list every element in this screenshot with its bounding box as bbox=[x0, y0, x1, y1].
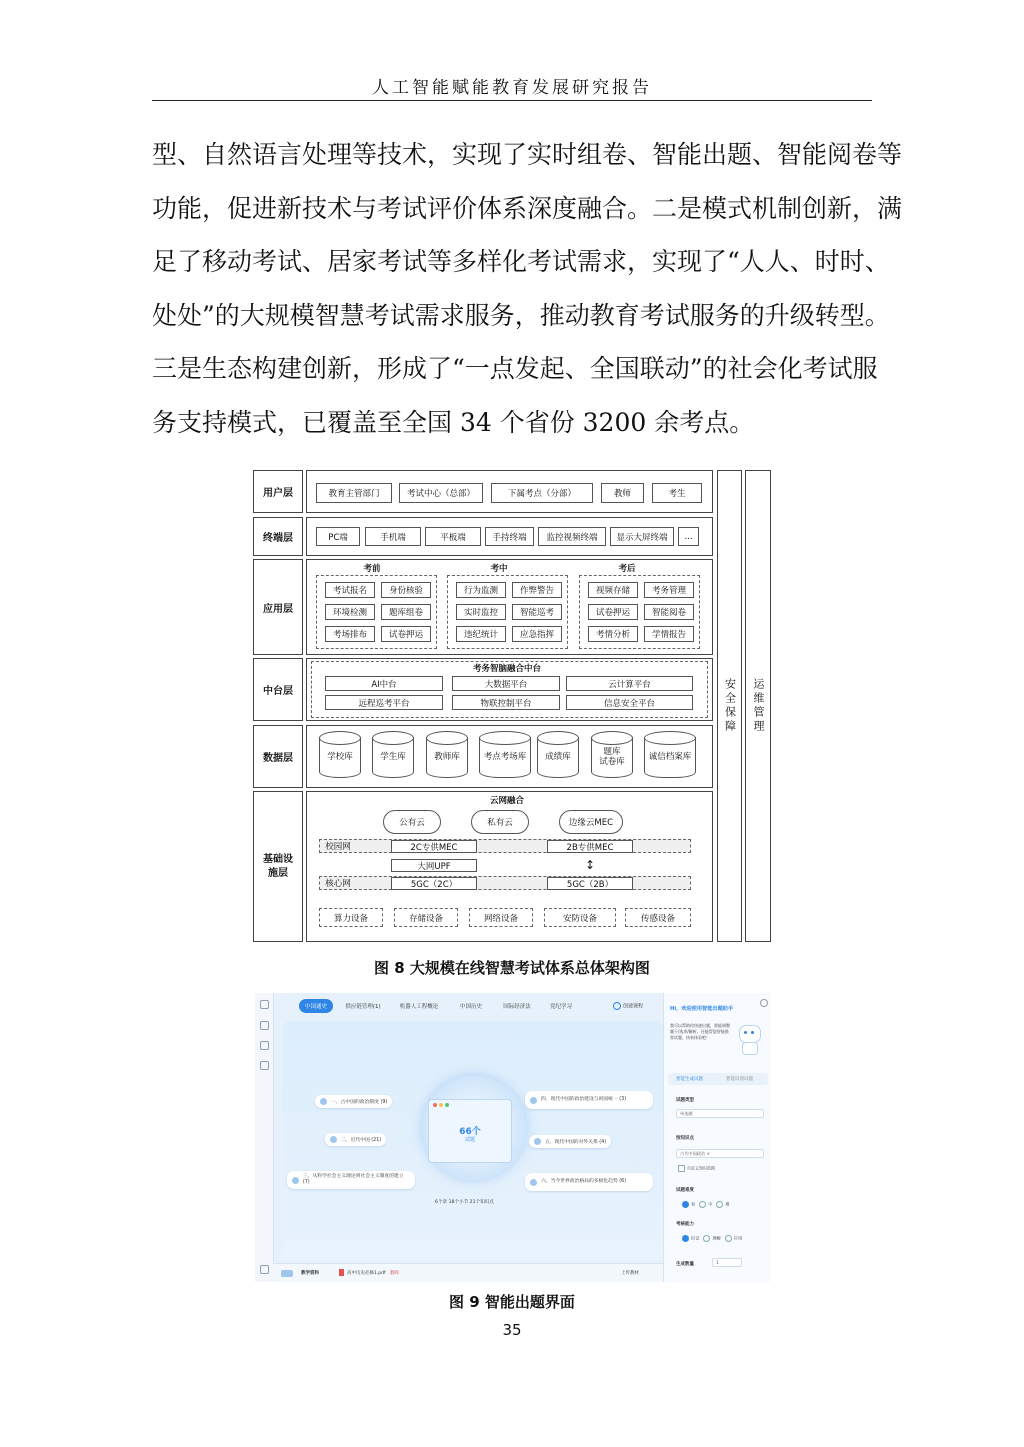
app-group-title: 考前 bbox=[363, 564, 381, 574]
chapter-icon bbox=[534, 1138, 541, 1145]
security-label: 安全保障 bbox=[723, 678, 737, 734]
list-icon[interactable] bbox=[260, 1061, 269, 1070]
running-header: 人工智能赋能教育发展研究报告 bbox=[372, 78, 652, 98]
difficulty-option: 中 bbox=[708, 1201, 713, 1207]
body-paragraph bbox=[152, 128, 903, 449]
database-cylinder bbox=[479, 731, 531, 783]
chapter-label: 五、现代中国的对外关系 (4) bbox=[545, 1140, 607, 1145]
g5-2c: 5GC（2C） bbox=[391, 877, 477, 890]
middle-item: 物联控制平台 bbox=[452, 695, 560, 710]
chapter-label: 四、现代中国的政治建设与祖国统一 (3) bbox=[541, 1097, 627, 1102]
tab-course[interactable]: 供应链管理(1) bbox=[345, 1004, 381, 1010]
book-icon[interactable] bbox=[260, 1041, 269, 1050]
chapter-node[interactable] bbox=[525, 1091, 653, 1109]
app-item: 身份核验 bbox=[381, 582, 431, 598]
custom-range-checkbox[interactable] bbox=[678, 1165, 715, 1172]
chapter-icon bbox=[292, 1177, 299, 1184]
chapter-label: 一、古中国的政治制度 (9) bbox=[331, 1100, 388, 1105]
app-item: 实时监控 bbox=[456, 604, 506, 620]
layer-label-application: 应用层 bbox=[253, 559, 303, 655]
database-label: 成绩库 bbox=[537, 737, 579, 778]
terminal-item: 平板端 bbox=[425, 527, 481, 546]
chapter-icon bbox=[330, 1136, 337, 1143]
question-unit: 试题 bbox=[464, 1137, 475, 1143]
tab-course[interactable]: 中国通史 bbox=[299, 999, 333, 1013]
chapter-icon bbox=[320, 1098, 327, 1105]
terminal-item: 监控视频终端 bbox=[538, 527, 606, 546]
create-course-label: 创建课程 bbox=[623, 1003, 644, 1010]
radio-icon bbox=[716, 1201, 723, 1208]
architecture-diagram bbox=[253, 470, 771, 942]
chapter-label: 六、当今世界政治格局的多极化趋势 (6) bbox=[541, 1179, 627, 1184]
app-item: 行为监测 bbox=[456, 582, 506, 598]
book-icon bbox=[281, 1270, 293, 1277]
double-arrow-icon: ↕ bbox=[584, 858, 596, 872]
ops-label: 运维管理 bbox=[752, 678, 765, 734]
app-item: 考试报名 bbox=[325, 582, 375, 598]
checkbox-icon bbox=[678, 1165, 685, 1172]
device-item: 网络设备 bbox=[469, 908, 533, 927]
assistant-greeting: Hi，欢迎使用智能出题助手 bbox=[670, 1006, 734, 1012]
upf-box: 大网UPF bbox=[391, 859, 477, 872]
campus-net-band bbox=[319, 839, 691, 853]
radio-icon bbox=[682, 1235, 689, 1242]
database-label: 题库 试卷库 bbox=[591, 737, 633, 778]
middle-item: 云计算平台 bbox=[566, 676, 693, 691]
app-item: 学情报告 bbox=[644, 626, 694, 642]
device-item: 安防设备 bbox=[544, 908, 616, 927]
security-column bbox=[717, 470, 742, 942]
difficulty-options[interactable] bbox=[682, 1201, 730, 1208]
upload-material-button[interactable]: 上传教材 bbox=[621, 1271, 639, 1276]
chapter-node[interactable] bbox=[325, 1133, 386, 1146]
assistant-description: 我可以帮助你快速出题，智能调整题干/选项/解析，还能帮您智能推荐试题，快来体验吧！ bbox=[670, 1023, 730, 1040]
database-cylinder bbox=[644, 731, 696, 783]
body-line: 处处”的大规模智慧考试需求服务，推动教育考试服务的升级转型。 bbox=[152, 300, 890, 330]
device-item: 算力设备 bbox=[319, 908, 383, 927]
assistant-panel bbox=[663, 993, 770, 1282]
cloud-public: 公有云 bbox=[383, 810, 441, 834]
terminal-item: 手持终端 bbox=[485, 527, 534, 546]
knowledge-map-panel bbox=[283, 1021, 663, 1261]
app-group-title: 考中 bbox=[490, 564, 508, 574]
device-item: 存储设备 bbox=[394, 908, 458, 927]
database-label: 学生库 bbox=[372, 737, 414, 778]
window-dot-icon bbox=[445, 1103, 449, 1107]
figure9-caption: 图 9 智能出题界面 bbox=[449, 1293, 575, 1311]
tab-generate[interactable]: 智能生成试题 bbox=[676, 1077, 703, 1082]
middle-item: AI中台 bbox=[325, 676, 443, 691]
question-generation-screenshot bbox=[255, 993, 770, 1282]
layer-label-terminal: 终端层 bbox=[253, 517, 303, 556]
radio-icon bbox=[682, 1201, 689, 1208]
middle-item: 大数据平台 bbox=[452, 676, 560, 691]
terminal-item: 显示大屏终端 bbox=[610, 527, 674, 546]
type-label: 试题类型 bbox=[676, 1098, 694, 1103]
ability-options[interactable] bbox=[682, 1235, 742, 1242]
knowledge-label: 按知识点 bbox=[676, 1136, 694, 1141]
data-layer bbox=[306, 725, 713, 788]
question-count: 66个 bbox=[459, 1127, 481, 1137]
middle-layer bbox=[306, 658, 713, 721]
database-cylinder bbox=[591, 731, 633, 783]
layer-label-data: 数据层 bbox=[253, 725, 303, 788]
app-group-during bbox=[447, 575, 568, 649]
pdf-icon bbox=[339, 1269, 344, 1276]
grid-icon[interactable] bbox=[260, 1021, 269, 1030]
ability-option: 应用 bbox=[733, 1235, 743, 1241]
difficulty-option: 难 bbox=[725, 1201, 730, 1207]
middle-title: 考务智脑融合中台 bbox=[472, 664, 541, 674]
terminal-item: 手机端 bbox=[365, 527, 421, 546]
infra-title: 云网融合 bbox=[489, 796, 524, 806]
database-cylinder bbox=[537, 731, 579, 783]
user-layer bbox=[306, 470, 713, 513]
terminal-item: ... bbox=[678, 527, 699, 546]
app-item: 视频存储 bbox=[588, 582, 638, 598]
materials-bar bbox=[273, 1263, 663, 1282]
tab-course[interactable]: 机器人工程概论 bbox=[399, 1004, 439, 1010]
app-item: 应急指挥 bbox=[512, 626, 562, 642]
ability-label: 考核能力 bbox=[676, 1222, 694, 1227]
app-item: 题库组卷 bbox=[381, 604, 431, 620]
tab-course[interactable]: 国际经济法 bbox=[503, 1004, 531, 1010]
user-item: 教育主管部门 bbox=[316, 483, 392, 503]
ability-option: 识记 bbox=[691, 1235, 700, 1241]
home-icon[interactable] bbox=[260, 1000, 269, 1009]
database-cylinder bbox=[319, 731, 361, 783]
database-cylinder bbox=[372, 731, 414, 783]
user-item: 考生 bbox=[652, 483, 702, 503]
radio-icon bbox=[699, 1201, 706, 1208]
app-item: 考务管理 bbox=[644, 582, 694, 598]
app-item: 试卷押运 bbox=[588, 604, 638, 620]
terminal-layer bbox=[306, 517, 713, 556]
plus-circle-icon bbox=[613, 1002, 621, 1010]
app-group-pre bbox=[316, 575, 437, 649]
page-number: 35 bbox=[502, 1321, 522, 1339]
ui-sidebar bbox=[255, 993, 274, 1282]
count-input[interactable]: 1 bbox=[712, 1258, 742, 1267]
radio-icon bbox=[725, 1235, 732, 1242]
chapter-icon bbox=[530, 1097, 537, 1104]
device-item: 传感设备 bbox=[625, 908, 691, 927]
app-item: 作弊警告 bbox=[512, 582, 562, 598]
body-line: 三是生态构建创新，形成了“一点发起、全国联动”的社会化考试服 bbox=[152, 354, 878, 383]
center-card bbox=[428, 1099, 512, 1163]
database-label: 教师库 bbox=[426, 737, 468, 778]
chapter-node[interactable] bbox=[287, 1171, 415, 1189]
app-group-title: 考后 bbox=[618, 564, 636, 574]
window-dot-icon bbox=[433, 1103, 437, 1107]
core-net-label: 核心网 bbox=[325, 879, 351, 889]
material-file[interactable]: 高中历史必修1.pdf bbox=[347, 1271, 386, 1276]
create-course-button[interactable] bbox=[613, 1002, 643, 1010]
materials-label: 教学资料 bbox=[301, 1271, 319, 1276]
difficulty-option: 易 bbox=[691, 1201, 696, 1207]
user-item: 考试中心（总部） bbox=[399, 483, 483, 503]
ability-option: 理解 bbox=[712, 1235, 721, 1241]
app-group-post bbox=[579, 575, 700, 649]
core-net-band bbox=[319, 876, 691, 890]
middle-item: 信息安全平台 bbox=[566, 695, 693, 710]
count-label: 生成数量 bbox=[676, 1262, 694, 1267]
delete-file-button[interactable]: 删除 bbox=[390, 1271, 399, 1276]
chapter-node[interactable] bbox=[529, 1135, 611, 1148]
assistant-tabs bbox=[668, 1073, 768, 1085]
header-rule bbox=[152, 100, 872, 101]
tab-course[interactable]: 中国历史 bbox=[459, 1004, 482, 1010]
middle-item: 远程巡考平台 bbox=[325, 695, 443, 710]
user-item: 教师 bbox=[601, 483, 644, 503]
layer-label-middle: 中台层 bbox=[253, 658, 303, 721]
body-line: 足了移动考试、居家考试等多样化考试需求，实现了“人人、时时、 bbox=[152, 247, 890, 276]
database-label: 学校库 bbox=[319, 737, 361, 778]
g5-2b: 5GC（2B） bbox=[547, 877, 633, 890]
summary-stats: 6个章 18个小节 21个知识点 bbox=[435, 1200, 494, 1205]
database-cylinder bbox=[426, 731, 468, 783]
layer-label-user: 用户层 bbox=[253, 470, 303, 513]
chapter-label: 二、近代中国 (21) bbox=[341, 1138, 382, 1143]
infra-layer bbox=[306, 791, 713, 942]
app-item: 考情分析 bbox=[588, 626, 638, 642]
custom-range-label: 自定义知识范围 bbox=[687, 1165, 715, 1171]
chapter-node[interactable] bbox=[525, 1173, 653, 1191]
campus-net-label: 校园网 bbox=[325, 842, 351, 852]
app-item: 环境检测 bbox=[325, 604, 375, 620]
tab-recognize[interactable]: 智能识别试题 bbox=[726, 1077, 753, 1082]
layer-label-infra: 基础设施层 bbox=[253, 791, 303, 942]
database-label: 考点考场库 bbox=[479, 737, 531, 778]
body-line: 型、自然语言处理等技术，实现了实时组卷、智能出题、智能阅卷等 bbox=[152, 140, 903, 169]
difficulty-label: 试题难度 bbox=[676, 1188, 694, 1193]
knowledge-select[interactable]: 古代中国政治 × bbox=[676, 1149, 764, 1158]
app-item: 考场排布 bbox=[325, 626, 375, 642]
ops-column bbox=[745, 470, 771, 942]
close-icon[interactable] bbox=[760, 999, 768, 1007]
mec-2b: 2B专供MEC bbox=[547, 840, 633, 853]
radio-icon bbox=[703, 1235, 710, 1242]
tab-course[interactable]: 党纪学习 bbox=[549, 1004, 572, 1010]
figure8-caption: 图 8 大规模在线智慧考试体系总体架构图 bbox=[374, 959, 650, 977]
terminal-item: PC端 bbox=[316, 527, 360, 546]
app-item: 智能阅卷 bbox=[644, 604, 694, 620]
cloud-edge: 边缘云MEC bbox=[559, 810, 623, 834]
body-line: 功能，促进新技术与考试评价体系深度融合。二是模式机制创新，满 bbox=[152, 193, 903, 223]
app-item: 违纪统计 bbox=[456, 626, 506, 642]
mec-2c: 2C专供MEC bbox=[391, 840, 477, 853]
chapter-label: 三、从科学社会主义理论到社会主义制度的建立 (7) bbox=[302, 1174, 404, 1185]
robot-avatar-icon bbox=[736, 1025, 762, 1055]
body-line: 务支持模式，已覆盖至全国 34 个省份 3200 余考点。 bbox=[152, 407, 755, 437]
window-dot-icon bbox=[439, 1103, 443, 1107]
app-item: 试卷押运 bbox=[381, 626, 431, 642]
app-item: 智能巡考 bbox=[512, 604, 562, 620]
type-select[interactable]: 单选题 bbox=[676, 1109, 764, 1118]
database-label: 诚信档案库 bbox=[644, 737, 696, 778]
chapter-node[interactable] bbox=[315, 1095, 392, 1108]
cloud-private: 私有云 bbox=[471, 810, 529, 834]
application-layer bbox=[306, 559, 713, 655]
menu-icon[interactable] bbox=[260, 1265, 269, 1274]
chapter-icon bbox=[530, 1179, 537, 1186]
user-item: 下属考点（分部） bbox=[491, 483, 593, 503]
